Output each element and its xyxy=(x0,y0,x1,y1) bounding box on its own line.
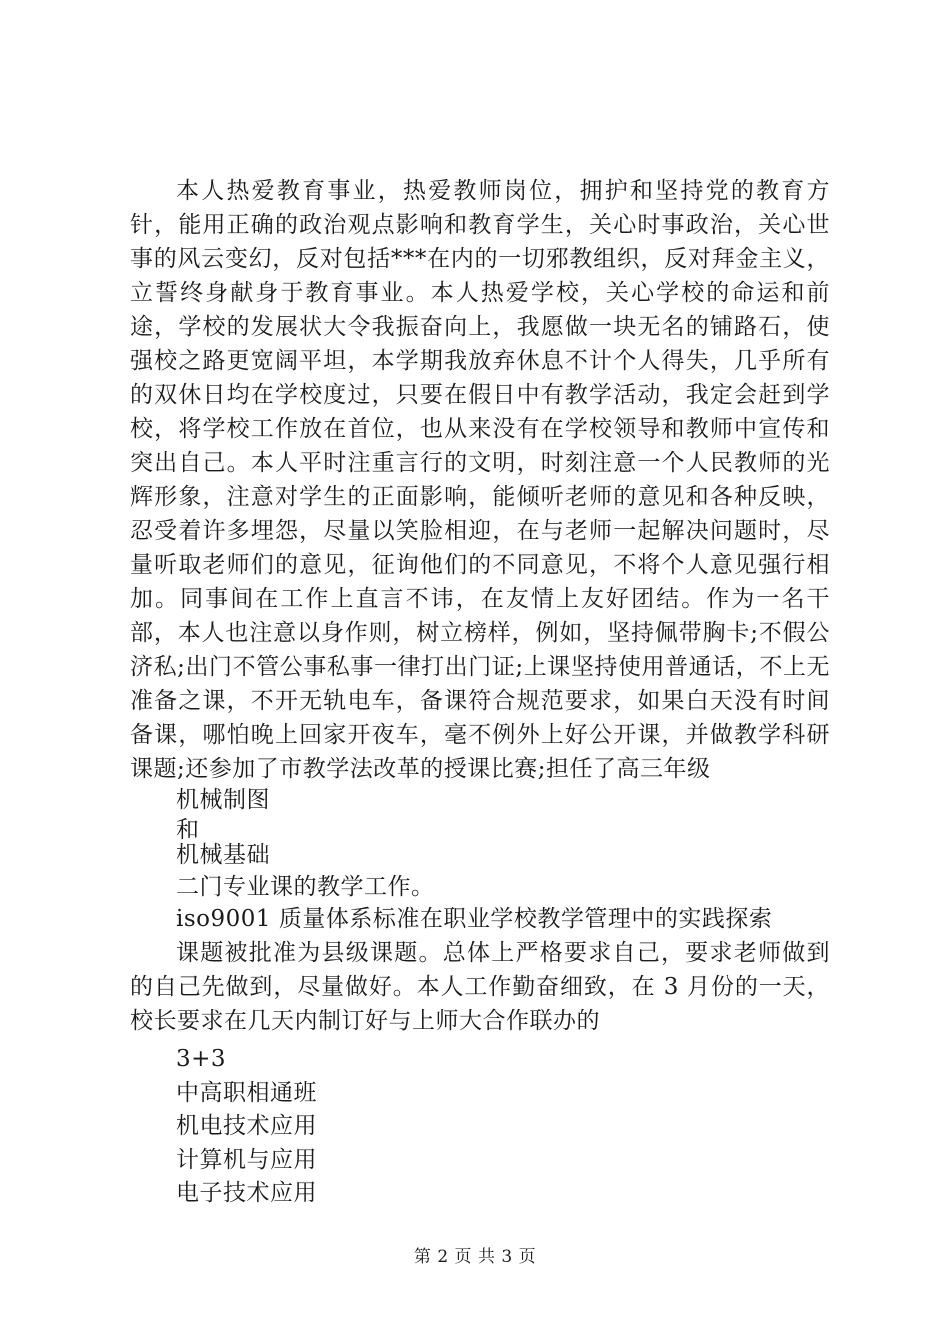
list-line: 机械制图 xyxy=(176,787,270,813)
body-paragraph: 课题被批准为县级课题。总体上严格要求自己，要求老师做到的自己先做到，尽量做好。本人工作勤奋细致，在 3 月份的一天，校长要求在几天内制订好与上师大合作联办的 xyxy=(130,940,830,1034)
list-line: 和 xyxy=(176,817,200,843)
list-line: 机电技术应用 xyxy=(176,1113,317,1139)
list-line: iso9001 质量体系标准在职业学校教学管理中的实践探索 xyxy=(176,906,773,932)
list-line: 机械基础 xyxy=(176,842,270,868)
list-line: 3+3 xyxy=(176,1046,227,1072)
list-line: 二门专业课的教学工作。 xyxy=(176,874,435,900)
list-line: 计算机与应用 xyxy=(176,1147,317,1173)
page-footer: 第 2 页 共 3 页 xyxy=(413,1247,537,1267)
body-paragraph: 本人热爱教育事业，热爱教师岗位，拥护和坚持党的教育方针，能用正确的政治观点影响和教育学生，关心时事政治，关心世事的风云变幻，反对包括***在内的一切邪教组织，反对拜金主义，立誓终身献身于教育事业。本人热爱学校，关心学校的命运和前途，学校的发展状大令我振奋向上，我愿做一块无名的铺路石，使强校之路更宽阔平坦，本学期我放弃休息不计个人得失，几乎所有的双休日均在学校度过，只要在假日中有教学活动，我定会赶到学校，将学校工作放在首位，也从来没有在学校领导和教师中宣传和突出自己。本人平时注重言行的文明，时刻注意一个人民教师的光辉形象，注意对学生的正面影响，能倾听老师的意见和各种反映，忍受着许多埋怨，尽量以笑脸相迎，在与老师一起解决问题时，尽量听取老师们的意见，征询他们的不同意见，不将个人意见强行相加。同事间在工作上直言不讳，在友情上友好团结。作为一名干部，本人也注意以身作则，树立榜样，例如，坚持佩带胸卡;不假公济私;出门不管公事私事一律打出门证;上课坚持使用普通话，不上无准备之课，不开无轨电车，备课符合规范要求，如果白天没有时间备课，哪怕晚上回家开夜车，毫不例外上好公开课，并做教学科研课题;还参加了市教学法改革的授课比赛;担任了高三年级 xyxy=(130,178,830,782)
list-line: 电子技术应用 xyxy=(176,1180,317,1206)
list-line: 中高职相通班 xyxy=(176,1080,317,1106)
